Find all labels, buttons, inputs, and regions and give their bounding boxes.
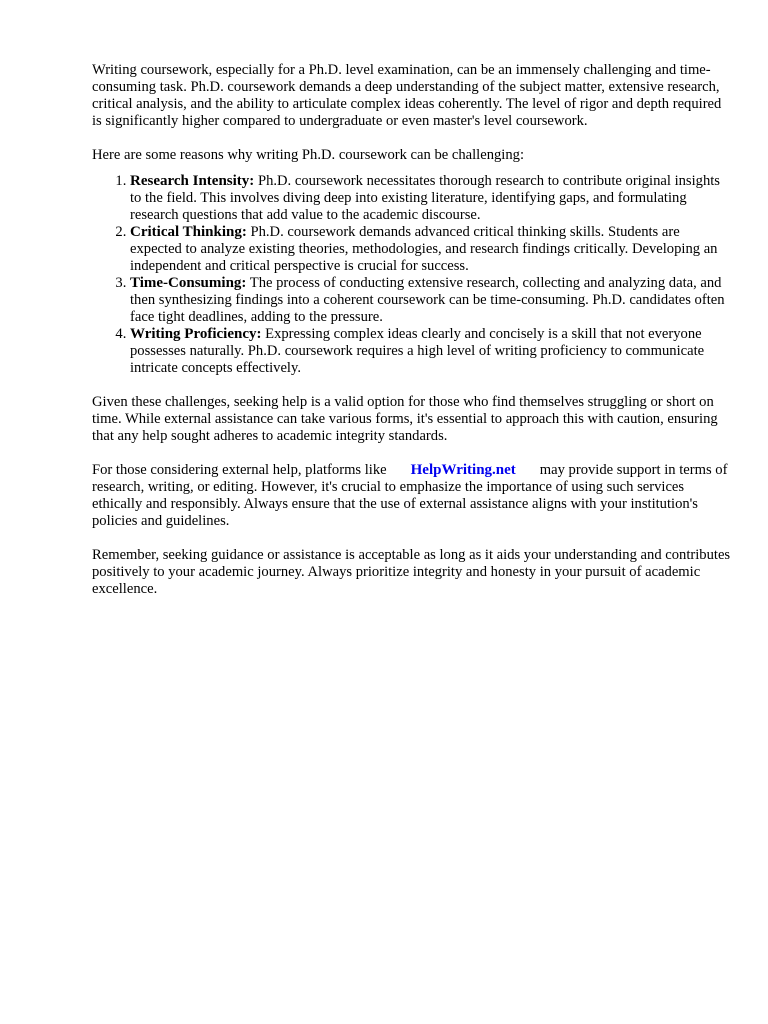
list-item — [130, 326, 732, 377]
reasons-list — [92, 173, 732, 377]
external-before: For those considering external help, platforms like — [92, 462, 387, 478]
helpwriting-link[interactable]: HelpWriting.net — [410, 462, 516, 478]
reasons-lead: Here are some reasons why writing Ph.D. coursework can be challenging: — [92, 147, 525, 163]
list-item — [130, 224, 732, 275]
reason-text: Ph.D. coursework demands advanced critical thinking skills. Students are expected to analyze existing theories, methodologies, and research findings critically. Developing an independent and critical perspective is crucial for success. — [130, 224, 718, 274]
external-after: may provide support in terms of research, writing, or editing. However, it's crucial to emphasize the importance of using such services ethically and responsibly. Always ensure that the use of external assistance aligns with your institution's policies and guidelines. — [92, 462, 728, 529]
closing-paragraph: Remember, seeking guidance or assistance is acceptable as long as it aids your understanding and contributes positively to your academic journey. Always prioritize integrity and honesty in your pursuit of academic excellence. — [92, 547, 731, 597]
reason-term: Time-Consuming: — [130, 275, 247, 291]
reason-term: Research Intensity: — [130, 173, 255, 189]
reason-term: Writing Proficiency: — [130, 326, 262, 342]
reason-text: The process of conducting extensive research, collecting and analyzing data, and then synthesizing findings into a coherent coursework can be time-consuming. Ph.D. candidates often face tight deadlines, adding to the pressure. — [130, 275, 725, 325]
intro-paragraph: Writing coursework, especially for a Ph.D. level examination, can be an immensely challenging and time-consuming task. Ph.D. coursework demands a deep understanding of the subject matter, extensive research, critical analysis, and the ability to articulate complex ideas coherently. The level of rigor and depth required is significantly higher compared to undergraduate or even master's level coursework. — [92, 62, 722, 129]
external-help-paragraph — [92, 462, 732, 530]
list-item — [130, 275, 732, 326]
list-item — [130, 173, 732, 224]
reason-text: Ph.D. coursework necessitates thorough research to contribute original insights to the field. This involves diving deep into existing literature, identifying gaps, and formulating research questions that add value to the academic discourse. — [130, 173, 720, 223]
given-paragraph: Given these challenges, seeking help is a valid option for those who find themselves struggling or short on time. While external assistance can take various forms, it's essential to approach this with caution, ensuring that any help sought adheres to academic integrity standards. — [92, 394, 718, 444]
reason-term: Critical Thinking: — [130, 224, 247, 240]
document-body — [92, 62, 732, 598]
reason-text: Expressing complex ideas clearly and concisely is a skill that not everyone possesses naturally. Ph.D. coursework requires a high level of writing proficiency to communicate intricate concepts effectively. — [130, 326, 705, 376]
